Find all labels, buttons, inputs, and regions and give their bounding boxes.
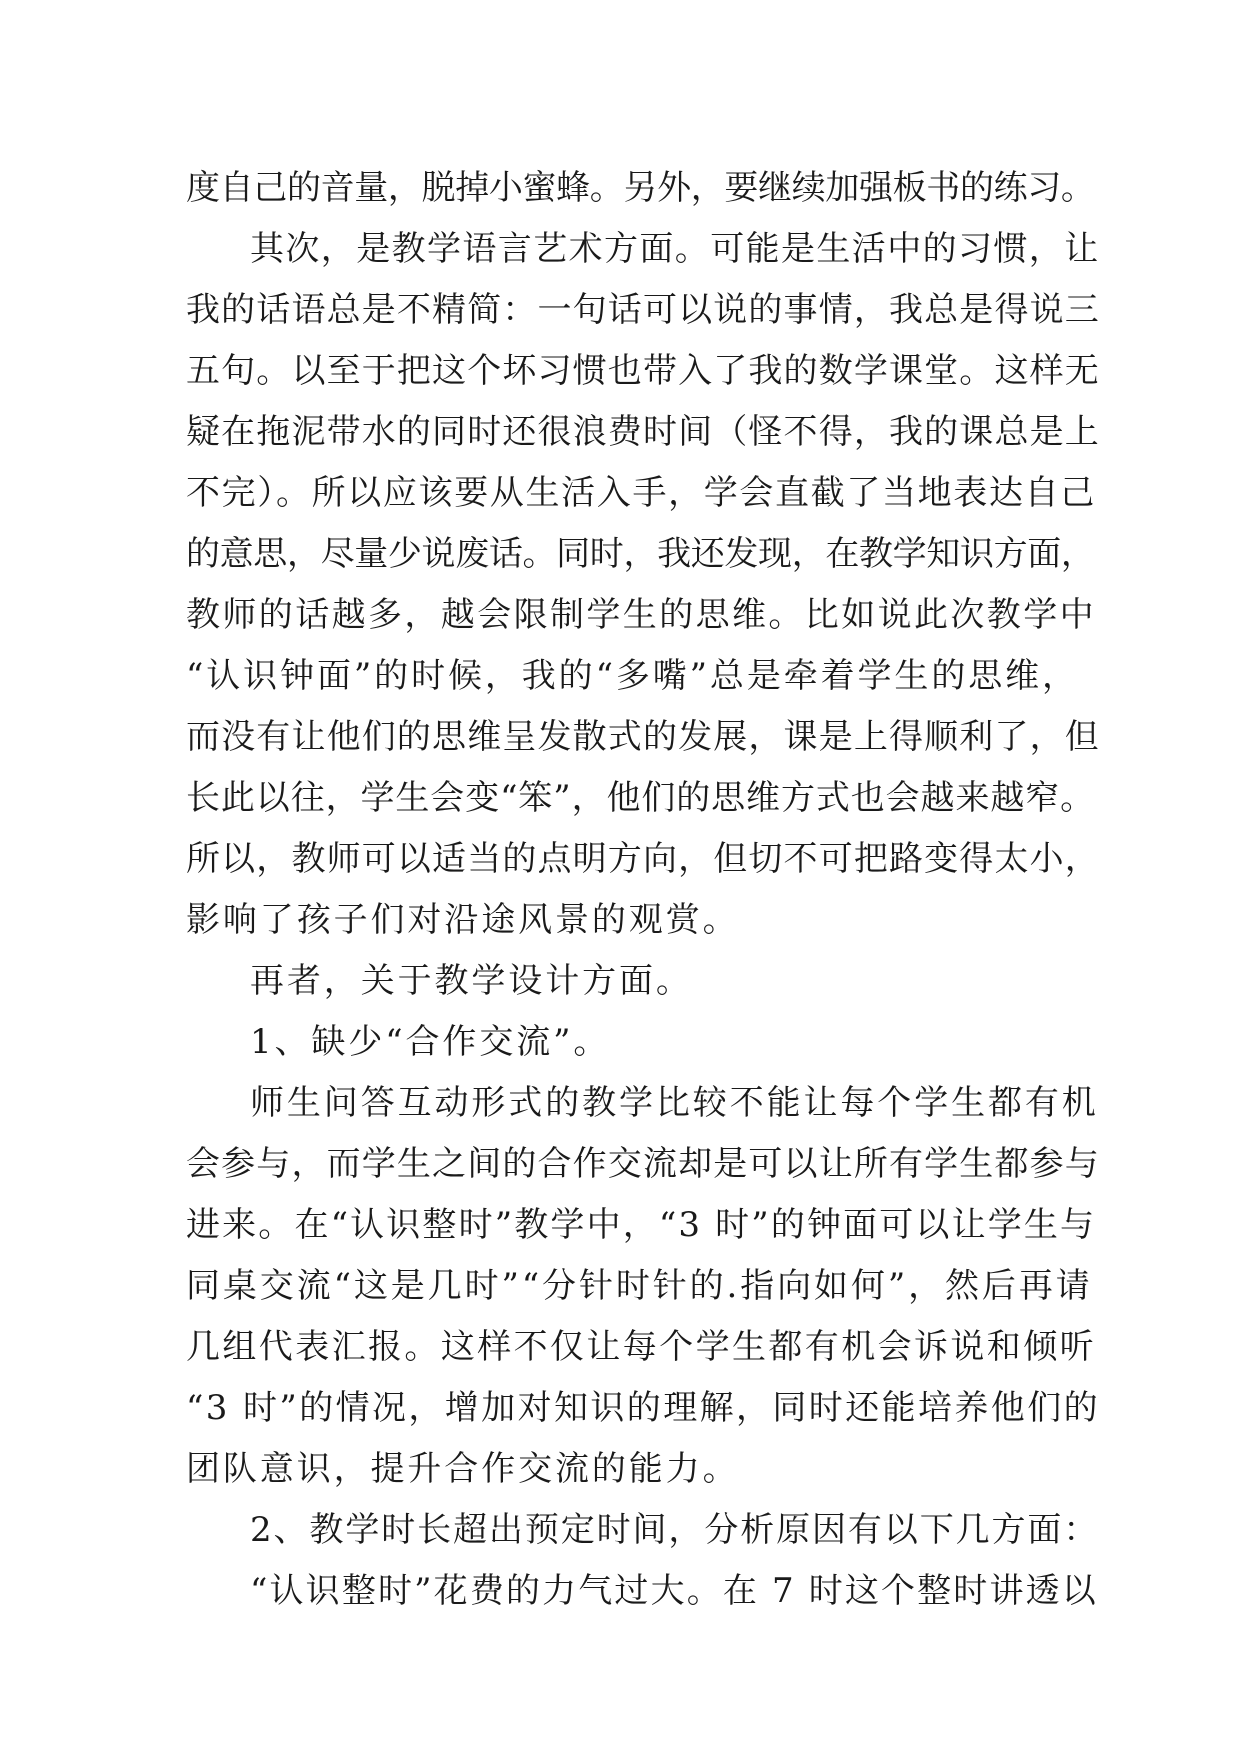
text-line-5: 疑在拖泥带水的同时还很浪费时间（怪不得，我的课总是上	[186, 412, 1100, 452]
text-line-1: 度自己的音量，脱掉小蜜蜂。另外，要继续加强板书的练习。	[186, 168, 1095, 208]
text-line-8: 教师的话越多，越会限制学生的思维。比如说此次教学中	[186, 595, 1096, 635]
text-line-15: 1、缺少“合作交流”。	[250, 1022, 611, 1062]
text-line-24: “认识整时”花费的力气过大。在 7 时这个整时讲透以	[250, 1571, 1098, 1611]
text-line-13: 影响了孩子们对沿途风景的观赏。	[186, 900, 740, 940]
text-line-23: 2、教学时长超出预定时间，分析原因有以下几方面：	[250, 1510, 1100, 1550]
text-line-21: “3 时”的情况，增加对知识的理解，同时还能培养他们的	[186, 1388, 1101, 1428]
text-line-10: 而没有让他们的思维呈发散式的发展，课是上得顺利了，但	[186, 717, 1100, 757]
text-line-16: 师生问答互动形式的教学比较不能让每个学生都有机	[250, 1083, 1099, 1123]
text-line-14: 再者，关于教学设计方面。	[250, 961, 693, 1001]
text-line-12: 所以，教师可以适当的点明方向，但切不可把路变得太小，	[186, 839, 1100, 879]
text-line-4: 五句。以至于把这个坏习惯也带入了我的数学课堂。这样无	[186, 351, 1100, 391]
text-line-7: 的意思，尽量少说废话。同时，我还发现，在教学知识方面，	[186, 534, 1095, 574]
text-line-18: 进来。在“认识整时”教学中，“3 时”的钟面可以让学生与	[186, 1205, 1097, 1245]
text-line-11: 长此以往，学生会变“笨”，他们的思维方式也会越来越窄。	[186, 778, 1096, 818]
text-line-3: 我的话语总是不精简：一句话可以说的事情，我总是得说三	[186, 290, 1100, 330]
text-line-9: “认识钟面”的时候，我的“多嘴”总是牵着学生的思维，	[186, 656, 1079, 696]
text-line-19: 同桌交流“这是几时”“分针时针的.指向如何”，然后再请	[186, 1266, 1093, 1306]
text-line-2: 其次，是教学语言艺术方面。可能是生活中的习惯，让	[250, 229, 1100, 269]
text-line-22: 团队意识，提升合作交流的能力。	[186, 1449, 740, 1489]
text-line-17: 会参与，而学生之间的合作交流却是可以让所有学生都参与	[186, 1144, 1100, 1184]
text-line-6: 不完）。所以应该要从生活入手，学会直截了当地表达自己	[186, 473, 1096, 513]
text-line-20: 几组代表汇报。这样不仅让每个学生都有机会诉说和倾听	[186, 1327, 1096, 1367]
